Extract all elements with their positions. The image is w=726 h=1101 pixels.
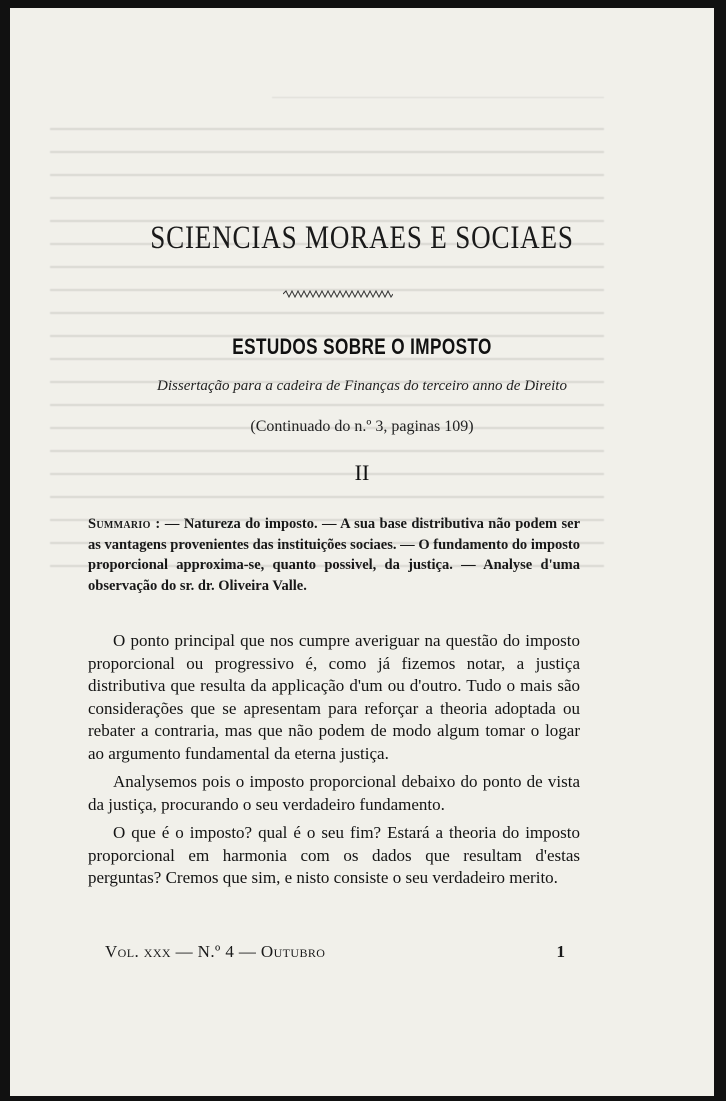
paragraph: Analysemos pois o imposto proporcional debaixo do ponto de vista da justiça, procurando o seu verdadeiro fundamento. bbox=[88, 772, 580, 814]
continuation-note: (Continuado do n.º 3, paginas 109) bbox=[250, 418, 474, 435]
volume-signature: Vol. xxx — N.º 4 — Outubro bbox=[105, 942, 326, 961]
article-title: ESTUDOS SOBRE O IMPOSTO bbox=[232, 334, 492, 359]
article-subtitle: Dissertação para a cadeira de Finanças do terceiro anno de Direito bbox=[157, 378, 567, 394]
summary-label: Summario : bbox=[88, 516, 161, 532]
section-title: SCIENCIAS MORAES E SOCIAES bbox=[150, 220, 574, 256]
page-number: 1 bbox=[556, 942, 565, 961]
paragraph: O que é o imposto? qual é o seu fim? Estará a theoria do imposto proporcional em harmonia com os dados que resultam d'estas perguntas? Cremos que sim, e nisto consiste o seu verdadeiro merito. bbox=[88, 823, 580, 887]
summary-text: — Natureza do imposto. — A sua base distributiva não podem ser as vantagens provenientes das instituições sociaes. — O fundamento do imposto proporcional approxima-se, quanto possivel, da justiça. — Analyse d'uma observação do sr. dr. Oliveira Valle. bbox=[88, 516, 581, 594]
document-page bbox=[10, 8, 714, 1096]
summary-block bbox=[88, 514, 580, 596]
page-footer bbox=[105, 942, 565, 962]
ornamental-rule bbox=[283, 290, 393, 298]
body-text bbox=[88, 630, 580, 896]
paragraph: O ponto principal que nos cumpre averiguar na questão do imposto proporcional ou progressivo é, como já fizemos notar, a justiça distributiva que resulta da applicação d'um ou d'outro. Tudo o mais são considerações que se apresentam para reforçar a theoria adoptada ou rebater a contraria, mas que não podem de modo algum tomar o logar ao argumento fundamental da eterna justiça. bbox=[88, 631, 580, 763]
chapter-number: II bbox=[354, 460, 370, 485]
